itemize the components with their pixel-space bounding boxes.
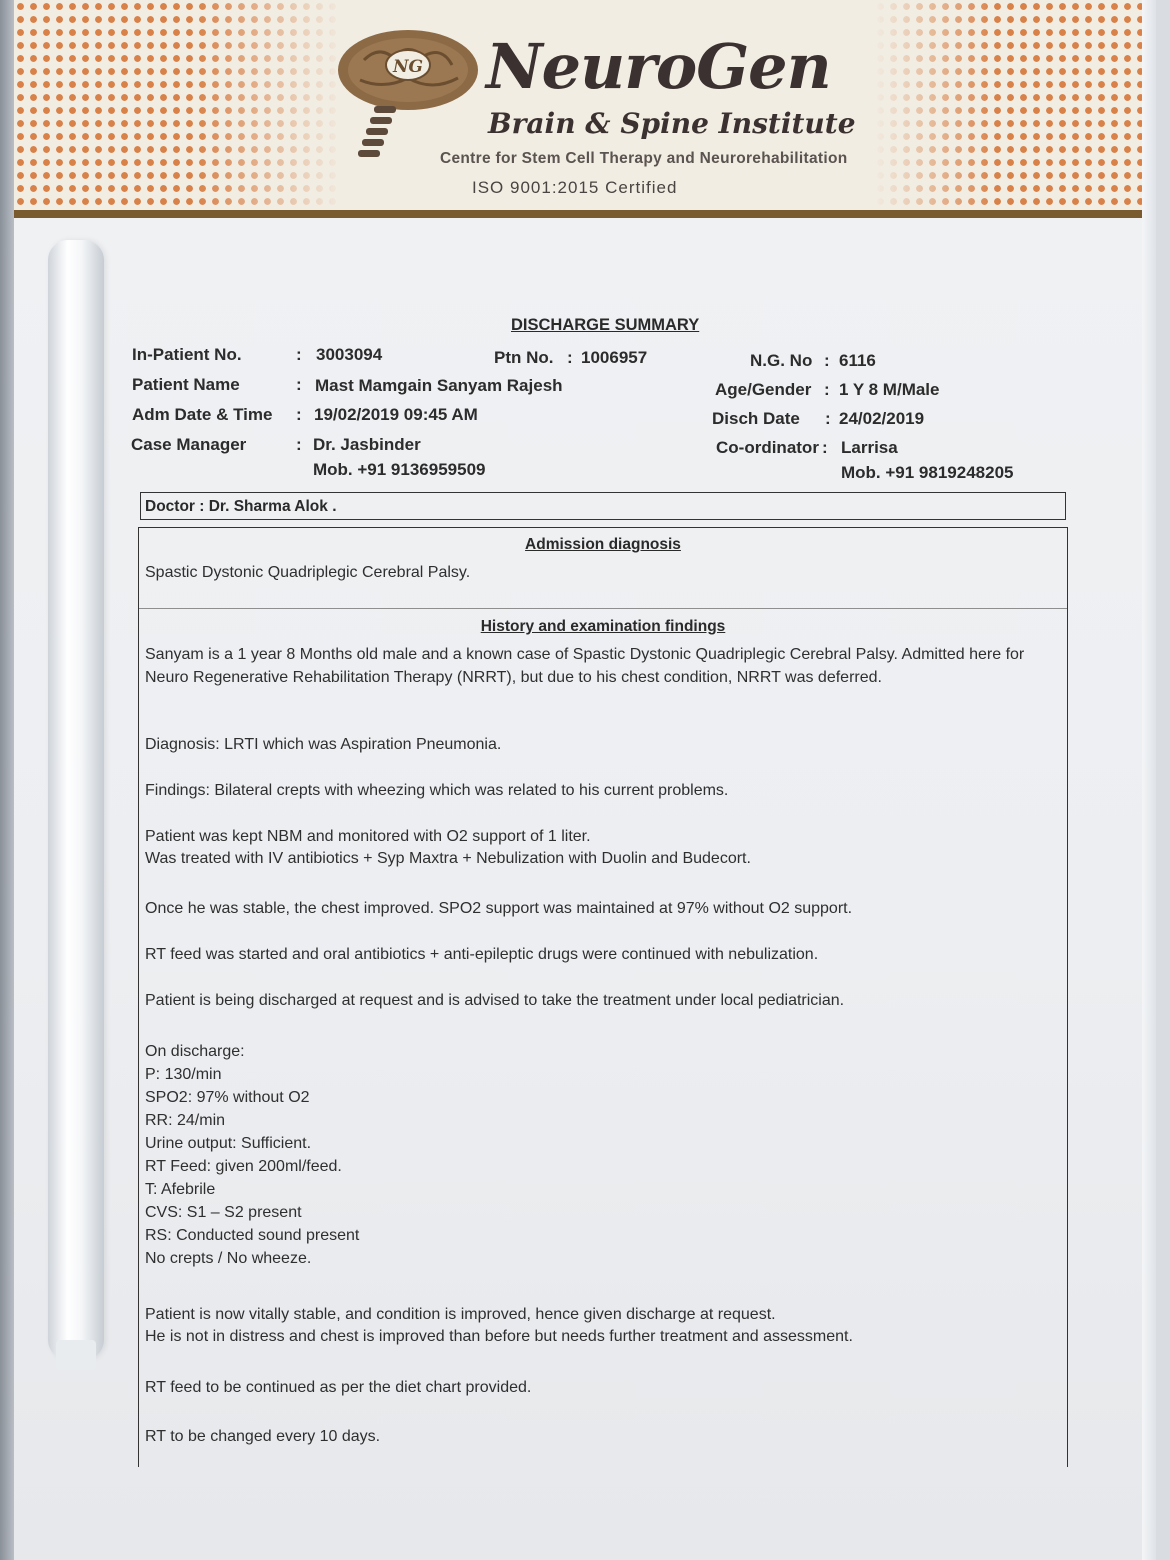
discharge-item: RR: 24/min: [145, 1112, 226, 1129]
ptn-label: Ptn No.: [494, 348, 554, 367]
colon: :: [825, 409, 831, 428]
disch-label: Disch Date: [712, 409, 800, 428]
discharge-item: CVS: S1 – S2 present: [145, 1204, 302, 1221]
binder-rod-cap: [56, 1340, 96, 1370]
treatment-line-2: Was treated with IV antibiotics + Syp Maxtra + Nebulization with Duolin and Budecort.: [145, 850, 751, 867]
brand-name: NeuroGen: [486, 30, 831, 103]
age-gender-label: Age/Gender: [715, 380, 812, 399]
discharge-item: P: 130/min: [145, 1066, 222, 1083]
discharge-item: RT Feed: given 200ml/feed.: [145, 1158, 342, 1175]
document-title: DISCHARGE SUMMARY: [511, 316, 700, 334]
discharge-item: No crepts / No wheeze.: [145, 1250, 312, 1267]
age-gender-value: 1 Y 8 M/Male: [839, 380, 940, 399]
inpatient-value: 3003094: [316, 345, 383, 364]
brain-spine-logo-icon: [324, 20, 484, 170]
section-divider: [139, 608, 1067, 609]
iso-certification: ISO 9001:2015 Certified: [472, 178, 678, 197]
binder-rod: [48, 240, 104, 1360]
findings-paragraph: Findings: Bilateral crepts with wheezing which was related to his current problems.: [145, 782, 729, 799]
logo-monogram: NG: [392, 57, 424, 77]
letterhead-dots-right: [874, 0, 1144, 210]
rt-feed-continue: RT feed to be continued as per the diet chart provided.: [145, 1379, 532, 1396]
discharge-item: SPO2: 97% without O2: [145, 1089, 310, 1106]
colon: :: [822, 438, 828, 457]
ng-label: N.G. No: [750, 351, 813, 370]
on-discharge-heading: On discharge:: [145, 1043, 245, 1060]
ptn-value: 1006957: [581, 348, 648, 367]
colon: :: [824, 380, 830, 399]
history-paragraph: Sanyam is a 1 year 8 Months old male and a known case of Spastic Dystonic Quadriplegic Cerebral Palsy. Admitted here for Neuro Regenerative Rehabilitation Therapy (NRRT), but due to his chest condition, NRRT was deferred.: [145, 646, 1025, 686]
discharge-item: RS: Conducted sound present: [145, 1227, 360, 1244]
adm-label: Adm Date & Time: [132, 405, 273, 424]
colon: :: [296, 375, 302, 394]
admission-heading: Admission diagnosis: [525, 536, 681, 553]
case-manager-label: Case Manager: [131, 435, 247, 454]
page-right-edge: [1142, 0, 1156, 1560]
rt-change: RT to be changed every 10 days.: [145, 1428, 381, 1445]
rt-feed-paragraph: RT feed was started and oral antibiotics + anti-epileptic drugs were continued with nebulization.: [145, 946, 819, 963]
admission-text: Spastic Dystonic Quadriplegic Cerebral Palsy.: [145, 564, 471, 581]
brand-subtitle: Brain & Spine Institute: [488, 107, 856, 140]
case-manager-value: Dr. Jasbinder: [313, 435, 421, 454]
discharge-item: T: Afebrile: [145, 1181, 216, 1198]
document-page: [14, 0, 1156, 1560]
summary-box: [138, 527, 1068, 1467]
letterhead: [14, 0, 1144, 215]
doctor-field: Doctor : Dr. Sharma Alok .: [140, 492, 1066, 520]
on-discharge-list: [145, 1040, 1045, 1270]
vitally-stable-line-2: He is not in distress and chest is improved than before but needs further treatment and assessment.: [145, 1328, 853, 1345]
vitally-stable-line-1: Patient is now vitally stable, and condition is improved, hence given discharge at request.: [145, 1306, 776, 1323]
diagnosis-paragraph: Diagnosis: LRTI which was Aspiration Pneumonia.: [145, 736, 502, 753]
ng-value: 6116: [839, 351, 876, 370]
patient-name-value: Mast Mamgain Sanyam Rajesh: [315, 376, 563, 395]
brand-tagline: Centre for Stem Cell Therapy and Neurorehabilitation: [440, 150, 848, 167]
coordinator-mobile: Mob. +91 9819248205: [841, 463, 1014, 482]
patient-name-label: Patient Name: [132, 375, 240, 394]
letterhead-dots-left: [14, 0, 344, 210]
coordinator-value: Larrisa: [841, 438, 898, 457]
coordinator-label: Co-ordinator: [716, 438, 819, 457]
colon: :: [567, 348, 573, 367]
disch-value: 24/02/2019: [839, 409, 925, 428]
inpatient-label: In-Patient No.: [132, 345, 242, 364]
colon: :: [824, 351, 830, 370]
adm-value: 19/02/2019 09:45 AM: [314, 405, 478, 424]
colon: :: [296, 345, 302, 364]
colon: :: [296, 405, 302, 424]
discharge-item: Urine output: Sufficient.: [145, 1135, 312, 1152]
stable-paragraph: Once he was stable, the chest improved. SPO2 support was maintained at 97% without O2 support.: [145, 900, 853, 917]
case-manager-mobile: Mob. +91 9136959509: [313, 460, 486, 479]
colon: :: [296, 435, 302, 454]
treatment-line-1: Patient was kept NBM and monitored with O2 support of 1 liter.: [145, 828, 591, 845]
letterhead-rule: [14, 210, 1144, 218]
discharge-request-paragraph: Patient is being discharged at request and is advised to take the treatment under local pediatrician.: [145, 992, 845, 1009]
binder-edge: [0, 0, 14, 1560]
history-heading: History and examination findings: [480, 618, 726, 635]
